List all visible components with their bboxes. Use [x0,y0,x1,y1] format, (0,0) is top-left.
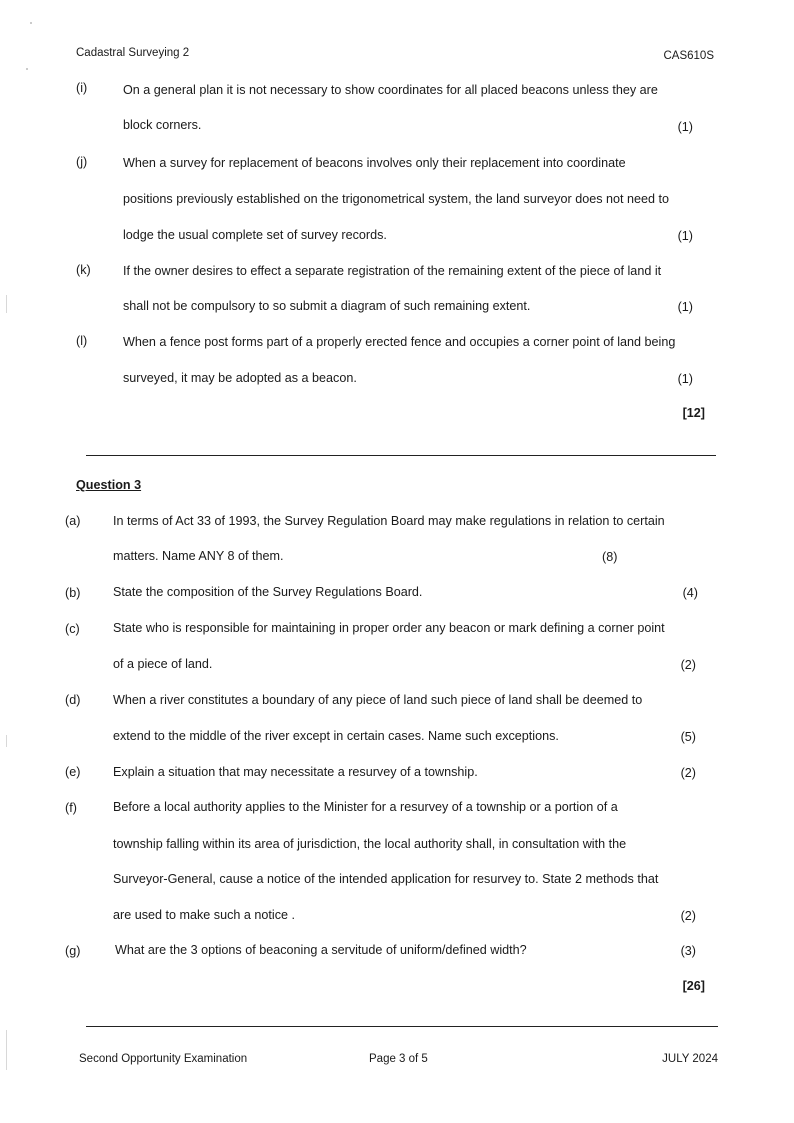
scan-speck [26,68,28,70]
q3-item-text-line: township falling within its area of jurisdiction, the local authority shall, in consultation with the [113,837,627,851]
q2-item-text-line: When a fence post forms part of a properly erected fence and occupies a corner point of land being [123,335,676,349]
scan-edge-mark [6,1030,7,1070]
q2-item-label: (j) [76,155,88,169]
q2-item-mark: (1) [677,229,693,243]
q3-item-mark: (2) [680,909,696,923]
q3-item-mark: (4) [682,586,698,600]
q3-item-mark: (2) [680,658,696,672]
section-divider [86,455,716,456]
q3-item-text-line: Explain a situation that may necessitate a resurvey of a township. [113,765,478,779]
q2-item-text-line: block corners. [123,118,202,132]
q2-item-label: (i) [76,81,88,95]
q3-item-label: (d) [65,693,81,707]
q3-item-text-line: are used to make such a notice . [113,908,296,922]
q3-item-label: (c) [65,622,80,636]
q2-item-label: (l) [76,334,88,348]
q2-item-mark: (1) [677,372,693,386]
q2-item-mark: (1) [677,120,693,134]
q3-item-text-line: When a river constitutes a boundary of any piece of land such piece of land shall be deemed to [113,693,643,707]
q3-item-label: (g) [65,944,81,958]
scan-edge-mark [6,295,7,313]
footer-date: JULY 2024 [662,1053,718,1065]
q3-item-label: (b) [65,586,81,600]
question-3-title: Question 3 [76,478,142,492]
q2-item-text-line: surveyed, it may be adopted as a beacon. [123,371,357,385]
q3-item-text-line: extend to the middle of the river except in certain cases. Name such exceptions. [113,729,559,743]
q2-item-text-line: When a survey for replacement of beacons involves only their replacement into coordinate [123,156,626,170]
q3-item-text-line: State who is responsible for maintaining in proper order any beacon or mark defining a corner point [113,621,665,635]
q3-item-mark: (5) [680,730,696,744]
q3-item-label: (a) [65,514,81,528]
q3-item-text-line: Surveyor-General, cause a notice of the intended application for resurvey to. State 2 methods that [113,872,659,886]
footer-page-number: Page 3 of 5 [369,1053,428,1065]
q3-item-mark: (8) [602,550,618,564]
scan-edge-mark [6,735,7,747]
q2-item-text-line: positions previously established on the trigonometrical system, the land surveyor does not need to [123,192,670,206]
q2-item-label: (k) [76,263,91,277]
q3-item-label: (f) [65,801,77,815]
header-course-code: CAS610S [663,50,714,62]
q3-item-text-line: Before a local authority applies to the Minister for a resurvey of a township or a portion of a [113,800,618,814]
q2-item-mark: (1) [677,300,693,314]
q2-item-text-line: If the owner desires to effect a separate registration of the remaining extent of the piece of land it [123,264,662,278]
q3-item-text-line: of a piece of land. [113,657,213,671]
q3-item-text-line: matters. Name ANY 8 of them. [113,549,284,563]
footer-exam-type: Second Opportunity Examination [79,1053,248,1065]
q3-total-marks: [26] [682,979,705,993]
q2-item-text-line: shall not be compulsory to so submit a diagram of such remaining extent. [123,299,531,313]
q3-item-text-line: What are the 3 options of beaconing a servitude of uniform/defined width? [115,943,527,957]
q2-item-text-line: lodge the usual complete set of survey records. [123,228,387,242]
footer-divider [86,1026,718,1027]
q2-total-marks: [12] [682,406,705,420]
q3-item-label: (e) [65,765,81,779]
q2-item-text-line: On a general plan it is not necessary to show coordinates for all placed beacons unless they are [123,83,658,97]
q3-item-mark: (2) [680,766,696,780]
q3-item-text-line: State the composition of the Survey Regulations Board. [113,585,423,599]
scan-speck [30,22,32,24]
q3-item-mark: (3) [680,944,696,958]
q3-item-text-line: In terms of Act 33 of 1993, the Survey Regulation Board may make regulations in relation to certain [113,514,665,528]
header-course-title: Cadastral Surveying 2 [76,47,190,59]
